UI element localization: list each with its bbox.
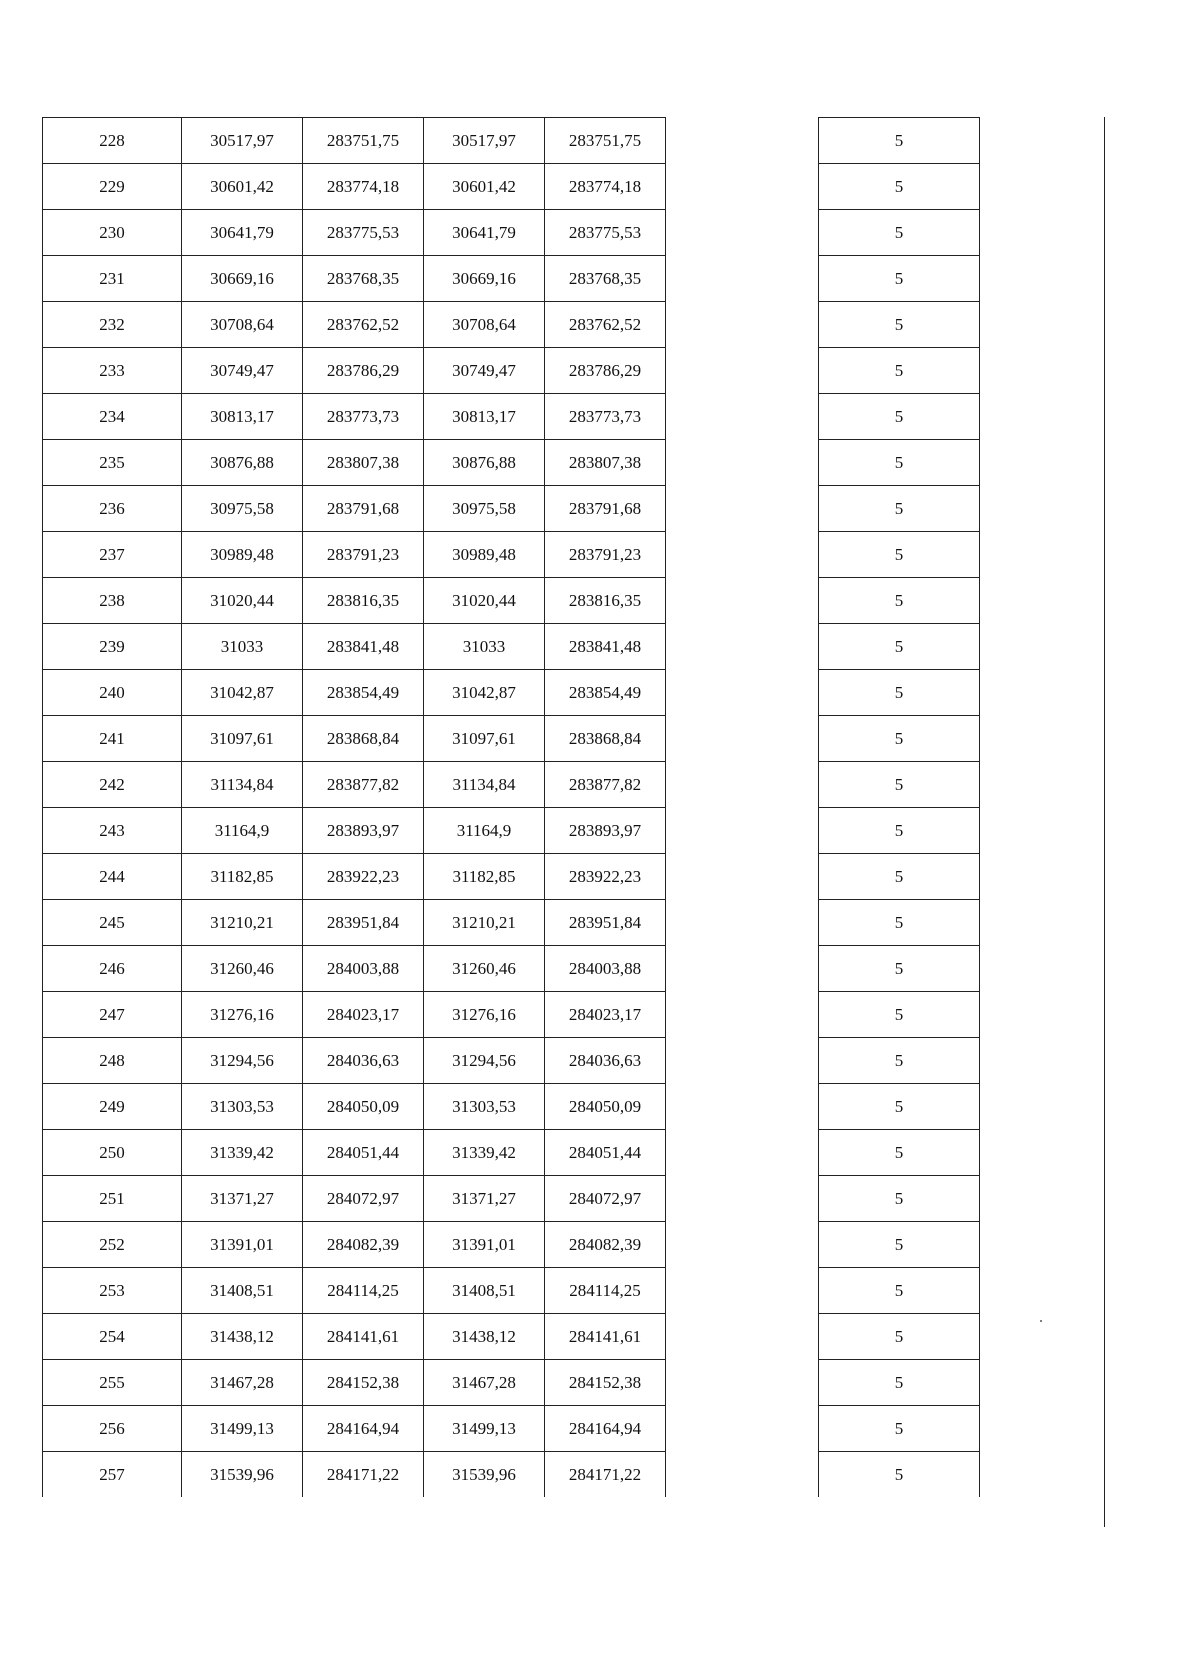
y1-coordinate-cell: 283868,84 — [303, 716, 424, 762]
x1-coordinate-cell: 31408,51 — [182, 1268, 303, 1314]
table-row — [43, 348, 666, 394]
right-border-line — [1104, 117, 1105, 1527]
y2-coordinate-cell: 283841,48 — [545, 624, 666, 670]
scan-speck — [1040, 1320, 1042, 1322]
value-cell: 5 — [819, 256, 980, 302]
x2-coordinate-cell: 30876,88 — [424, 440, 545, 486]
table-row — [43, 762, 666, 808]
table-row — [43, 624, 666, 670]
table-row — [819, 1452, 980, 1498]
x2-coordinate-cell: 31371,27 — [424, 1176, 545, 1222]
value-cell: 5 — [819, 854, 980, 900]
y2-coordinate-cell: 284003,88 — [545, 946, 666, 992]
table-row — [819, 1176, 980, 1222]
x1-coordinate-cell: 31467,28 — [182, 1360, 303, 1406]
table-row — [819, 1314, 980, 1360]
table-row — [819, 1130, 980, 1176]
table-row — [819, 302, 980, 348]
table-row — [819, 1406, 980, 1452]
point-number-cell: 250 — [43, 1130, 182, 1176]
table-row — [819, 1222, 980, 1268]
y2-coordinate-cell: 284050,09 — [545, 1084, 666, 1130]
value-column-table — [818, 117, 980, 1497]
table-row — [43, 900, 666, 946]
y2-coordinate-cell: 283786,29 — [545, 348, 666, 394]
x1-coordinate-cell: 30517,97 — [182, 118, 303, 164]
x1-coordinate-cell: 31097,61 — [182, 716, 303, 762]
table-row — [43, 1038, 666, 1084]
table-row — [43, 1176, 666, 1222]
point-number-cell: 241 — [43, 716, 182, 762]
table-row — [43, 1084, 666, 1130]
x1-coordinate-cell: 31033 — [182, 624, 303, 670]
x1-coordinate-cell: 31182,85 — [182, 854, 303, 900]
table-row — [819, 1038, 980, 1084]
value-column-body — [819, 118, 980, 1498]
y1-coordinate-cell: 283774,18 — [303, 164, 424, 210]
point-number-cell: 257 — [43, 1452, 182, 1498]
x1-coordinate-cell: 31438,12 — [182, 1314, 303, 1360]
table-row — [819, 716, 980, 762]
x2-coordinate-cell: 31339,42 — [424, 1130, 545, 1176]
table-row — [819, 808, 980, 854]
y2-coordinate-cell: 283768,35 — [545, 256, 666, 302]
x1-coordinate-cell: 31020,44 — [182, 578, 303, 624]
y2-coordinate-cell: 283951,84 — [545, 900, 666, 946]
x2-coordinate-cell: 31438,12 — [424, 1314, 545, 1360]
point-number-cell: 252 — [43, 1222, 182, 1268]
x2-coordinate-cell: 31467,28 — [424, 1360, 545, 1406]
y2-coordinate-cell: 284082,39 — [545, 1222, 666, 1268]
point-number-cell: 234 — [43, 394, 182, 440]
y1-coordinate-cell: 284023,17 — [303, 992, 424, 1038]
y2-coordinate-cell: 283816,35 — [545, 578, 666, 624]
value-cell: 5 — [819, 624, 980, 670]
value-cell: 5 — [819, 532, 980, 578]
y2-coordinate-cell: 283893,97 — [545, 808, 666, 854]
point-number-cell: 235 — [43, 440, 182, 486]
y1-coordinate-cell: 284141,61 — [303, 1314, 424, 1360]
x2-coordinate-cell: 30749,47 — [424, 348, 545, 394]
x2-coordinate-cell: 31042,87 — [424, 670, 545, 716]
y1-coordinate-cell: 284152,38 — [303, 1360, 424, 1406]
table-row — [43, 1452, 666, 1498]
table-row — [43, 394, 666, 440]
value-cell: 5 — [819, 900, 980, 946]
value-cell: 5 — [819, 1176, 980, 1222]
table-row — [43, 946, 666, 992]
y1-coordinate-cell: 284082,39 — [303, 1222, 424, 1268]
table-row — [43, 1360, 666, 1406]
y1-coordinate-cell: 284050,09 — [303, 1084, 424, 1130]
y2-coordinate-cell: 283762,52 — [545, 302, 666, 348]
x1-coordinate-cell: 30708,64 — [182, 302, 303, 348]
table-row — [819, 210, 980, 256]
y1-coordinate-cell: 283877,82 — [303, 762, 424, 808]
value-cell: 5 — [819, 1314, 980, 1360]
y2-coordinate-cell: 283854,49 — [545, 670, 666, 716]
y1-coordinate-cell: 283893,97 — [303, 808, 424, 854]
point-number-cell: 251 — [43, 1176, 182, 1222]
x1-coordinate-cell: 30813,17 — [182, 394, 303, 440]
y1-coordinate-cell: 284003,88 — [303, 946, 424, 992]
point-number-cell: 239 — [43, 624, 182, 670]
table-row — [819, 1084, 980, 1130]
y1-coordinate-cell: 283791,68 — [303, 486, 424, 532]
x1-coordinate-cell: 30749,47 — [182, 348, 303, 394]
value-cell: 5 — [819, 670, 980, 716]
point-number-cell: 240 — [43, 670, 182, 716]
table-row — [43, 716, 666, 762]
table-row — [43, 1268, 666, 1314]
table-row — [43, 1406, 666, 1452]
table-row — [819, 486, 980, 532]
value-cell: 5 — [819, 1360, 980, 1406]
y2-coordinate-cell: 284051,44 — [545, 1130, 666, 1176]
point-number-cell: 255 — [43, 1360, 182, 1406]
x1-coordinate-cell: 31539,96 — [182, 1452, 303, 1498]
x1-coordinate-cell: 30601,42 — [182, 164, 303, 210]
x1-coordinate-cell: 31294,56 — [182, 1038, 303, 1084]
y1-coordinate-cell: 283786,29 — [303, 348, 424, 394]
table-row — [819, 992, 980, 1038]
x1-coordinate-cell: 30641,79 — [182, 210, 303, 256]
x1-coordinate-cell: 30876,88 — [182, 440, 303, 486]
table-row — [819, 118, 980, 164]
x2-coordinate-cell: 30989,48 — [424, 532, 545, 578]
value-cell: 5 — [819, 394, 980, 440]
table-row — [819, 900, 980, 946]
table-row — [819, 394, 980, 440]
value-cell: 5 — [819, 1452, 980, 1498]
y2-coordinate-cell: 283773,73 — [545, 394, 666, 440]
y1-coordinate-cell: 283775,53 — [303, 210, 424, 256]
y1-coordinate-cell: 283762,52 — [303, 302, 424, 348]
point-number-cell: 245 — [43, 900, 182, 946]
point-number-cell: 248 — [43, 1038, 182, 1084]
table-row — [43, 486, 666, 532]
table-row — [819, 1360, 980, 1406]
x2-coordinate-cell: 31182,85 — [424, 854, 545, 900]
table-row — [819, 1268, 980, 1314]
value-cell: 5 — [819, 348, 980, 394]
value-cell: 5 — [819, 1222, 980, 1268]
y2-coordinate-cell: 284141,61 — [545, 1314, 666, 1360]
x1-coordinate-cell: 31303,53 — [182, 1084, 303, 1130]
x1-coordinate-cell: 30669,16 — [182, 256, 303, 302]
x2-coordinate-cell: 31033 — [424, 624, 545, 670]
y1-coordinate-cell: 283951,84 — [303, 900, 424, 946]
table-row — [819, 762, 980, 808]
value-cell: 5 — [819, 118, 980, 164]
table-row — [819, 256, 980, 302]
y1-coordinate-cell: 284072,97 — [303, 1176, 424, 1222]
y1-coordinate-cell: 283841,48 — [303, 624, 424, 670]
table-row — [43, 164, 666, 210]
table-row — [43, 210, 666, 256]
table-row — [819, 532, 980, 578]
coordinates-table — [42, 117, 666, 1497]
table-row — [819, 348, 980, 394]
value-cell: 5 — [819, 1130, 980, 1176]
value-cell: 5 — [819, 578, 980, 624]
point-number-cell: 237 — [43, 532, 182, 578]
table-row — [819, 854, 980, 900]
point-number-cell: 242 — [43, 762, 182, 808]
table-row — [43, 440, 666, 486]
table-row — [43, 992, 666, 1038]
y1-coordinate-cell: 283922,23 — [303, 854, 424, 900]
x2-coordinate-cell: 30601,42 — [424, 164, 545, 210]
y1-coordinate-cell: 284051,44 — [303, 1130, 424, 1176]
x2-coordinate-cell: 30669,16 — [424, 256, 545, 302]
y1-coordinate-cell: 283773,73 — [303, 394, 424, 440]
value-cell: 5 — [819, 1406, 980, 1452]
x2-coordinate-cell: 31499,13 — [424, 1406, 545, 1452]
point-number-cell: 231 — [43, 256, 182, 302]
table-row — [43, 532, 666, 578]
x1-coordinate-cell: 31391,01 — [182, 1222, 303, 1268]
y1-coordinate-cell: 284171,22 — [303, 1452, 424, 1498]
y2-coordinate-cell: 283751,75 — [545, 118, 666, 164]
y1-coordinate-cell: 283816,35 — [303, 578, 424, 624]
point-number-cell: 232 — [43, 302, 182, 348]
y2-coordinate-cell: 283868,84 — [545, 716, 666, 762]
x2-coordinate-cell: 30708,64 — [424, 302, 545, 348]
x2-coordinate-cell: 30975,58 — [424, 486, 545, 532]
x2-coordinate-cell: 31408,51 — [424, 1268, 545, 1314]
y2-coordinate-cell: 283807,38 — [545, 440, 666, 486]
point-number-cell: 249 — [43, 1084, 182, 1130]
value-cell: 5 — [819, 946, 980, 992]
point-number-cell: 229 — [43, 164, 182, 210]
y1-coordinate-cell: 283807,38 — [303, 440, 424, 486]
table-row — [43, 1222, 666, 1268]
y1-coordinate-cell: 284114,25 — [303, 1268, 424, 1314]
point-number-cell: 238 — [43, 578, 182, 624]
value-cell: 5 — [819, 302, 980, 348]
value-cell: 5 — [819, 808, 980, 854]
x2-coordinate-cell: 31276,16 — [424, 992, 545, 1038]
y1-coordinate-cell: 283854,49 — [303, 670, 424, 716]
table-row — [819, 624, 980, 670]
x1-coordinate-cell: 31210,21 — [182, 900, 303, 946]
value-cell: 5 — [819, 992, 980, 1038]
y2-coordinate-cell: 284023,17 — [545, 992, 666, 1038]
x2-coordinate-cell: 31539,96 — [424, 1452, 545, 1498]
x2-coordinate-cell: 31303,53 — [424, 1084, 545, 1130]
table-row — [43, 256, 666, 302]
y2-coordinate-cell: 283774,18 — [545, 164, 666, 210]
x2-coordinate-cell: 31164,9 — [424, 808, 545, 854]
x2-coordinate-cell: 31097,61 — [424, 716, 545, 762]
x1-coordinate-cell: 30989,48 — [182, 532, 303, 578]
value-cell: 5 — [819, 486, 980, 532]
y2-coordinate-cell: 284072,97 — [545, 1176, 666, 1222]
table-row — [819, 670, 980, 716]
table-row — [43, 854, 666, 900]
x2-coordinate-cell: 30517,97 — [424, 118, 545, 164]
table-row — [819, 164, 980, 210]
x2-coordinate-cell: 31020,44 — [424, 578, 545, 624]
value-cell: 5 — [819, 716, 980, 762]
value-cell: 5 — [819, 164, 980, 210]
table-row — [43, 578, 666, 624]
value-cell: 5 — [819, 762, 980, 808]
table-row — [819, 440, 980, 486]
table-row — [819, 578, 980, 624]
x2-coordinate-cell: 31294,56 — [424, 1038, 545, 1084]
y2-coordinate-cell: 283877,82 — [545, 762, 666, 808]
x1-coordinate-cell: 31371,27 — [182, 1176, 303, 1222]
y2-coordinate-cell: 283791,68 — [545, 486, 666, 532]
x2-coordinate-cell: 31260,46 — [424, 946, 545, 992]
y1-coordinate-cell: 283768,35 — [303, 256, 424, 302]
x2-coordinate-cell: 30813,17 — [424, 394, 545, 440]
table-row — [43, 118, 666, 164]
x2-coordinate-cell: 31134,84 — [424, 762, 545, 808]
table-row — [43, 1314, 666, 1360]
point-number-cell: 228 — [43, 118, 182, 164]
x1-coordinate-cell: 31260,46 — [182, 946, 303, 992]
point-number-cell: 246 — [43, 946, 182, 992]
y2-coordinate-cell: 283775,53 — [545, 210, 666, 256]
y1-coordinate-cell: 283751,75 — [303, 118, 424, 164]
table-row — [43, 670, 666, 716]
point-number-cell: 256 — [43, 1406, 182, 1452]
table-row — [43, 808, 666, 854]
x1-coordinate-cell: 31499,13 — [182, 1406, 303, 1452]
x1-coordinate-cell: 31134,84 — [182, 762, 303, 808]
y2-coordinate-cell: 284171,22 — [545, 1452, 666, 1498]
value-cell: 5 — [819, 210, 980, 256]
y2-coordinate-cell: 283791,23 — [545, 532, 666, 578]
coordinates-table-body — [43, 118, 666, 1498]
value-cell: 5 — [819, 1084, 980, 1130]
y2-coordinate-cell: 284036,63 — [545, 1038, 666, 1084]
x2-coordinate-cell: 30641,79 — [424, 210, 545, 256]
x1-coordinate-cell: 31164,9 — [182, 808, 303, 854]
x2-coordinate-cell: 31391,01 — [424, 1222, 545, 1268]
y1-coordinate-cell: 283791,23 — [303, 532, 424, 578]
x2-coordinate-cell: 31210,21 — [424, 900, 545, 946]
point-number-cell: 247 — [43, 992, 182, 1038]
point-number-cell: 253 — [43, 1268, 182, 1314]
y1-coordinate-cell: 284164,94 — [303, 1406, 424, 1452]
table-row — [43, 1130, 666, 1176]
point-number-cell: 254 — [43, 1314, 182, 1360]
y2-coordinate-cell: 284152,38 — [545, 1360, 666, 1406]
value-cell: 5 — [819, 1268, 980, 1314]
x1-coordinate-cell: 31276,16 — [182, 992, 303, 1038]
point-number-cell: 230 — [43, 210, 182, 256]
table-row — [819, 946, 980, 992]
point-number-cell: 244 — [43, 854, 182, 900]
x1-coordinate-cell: 31339,42 — [182, 1130, 303, 1176]
point-number-cell: 243 — [43, 808, 182, 854]
y2-coordinate-cell: 284114,25 — [545, 1268, 666, 1314]
y2-coordinate-cell: 283922,23 — [545, 854, 666, 900]
point-number-cell: 236 — [43, 486, 182, 532]
value-cell: 5 — [819, 440, 980, 486]
value-cell: 5 — [819, 1038, 980, 1084]
y1-coordinate-cell: 284036,63 — [303, 1038, 424, 1084]
point-number-cell: 233 — [43, 348, 182, 394]
x1-coordinate-cell: 30975,58 — [182, 486, 303, 532]
table-row — [43, 302, 666, 348]
y2-coordinate-cell: 284164,94 — [545, 1406, 666, 1452]
x1-coordinate-cell: 31042,87 — [182, 670, 303, 716]
